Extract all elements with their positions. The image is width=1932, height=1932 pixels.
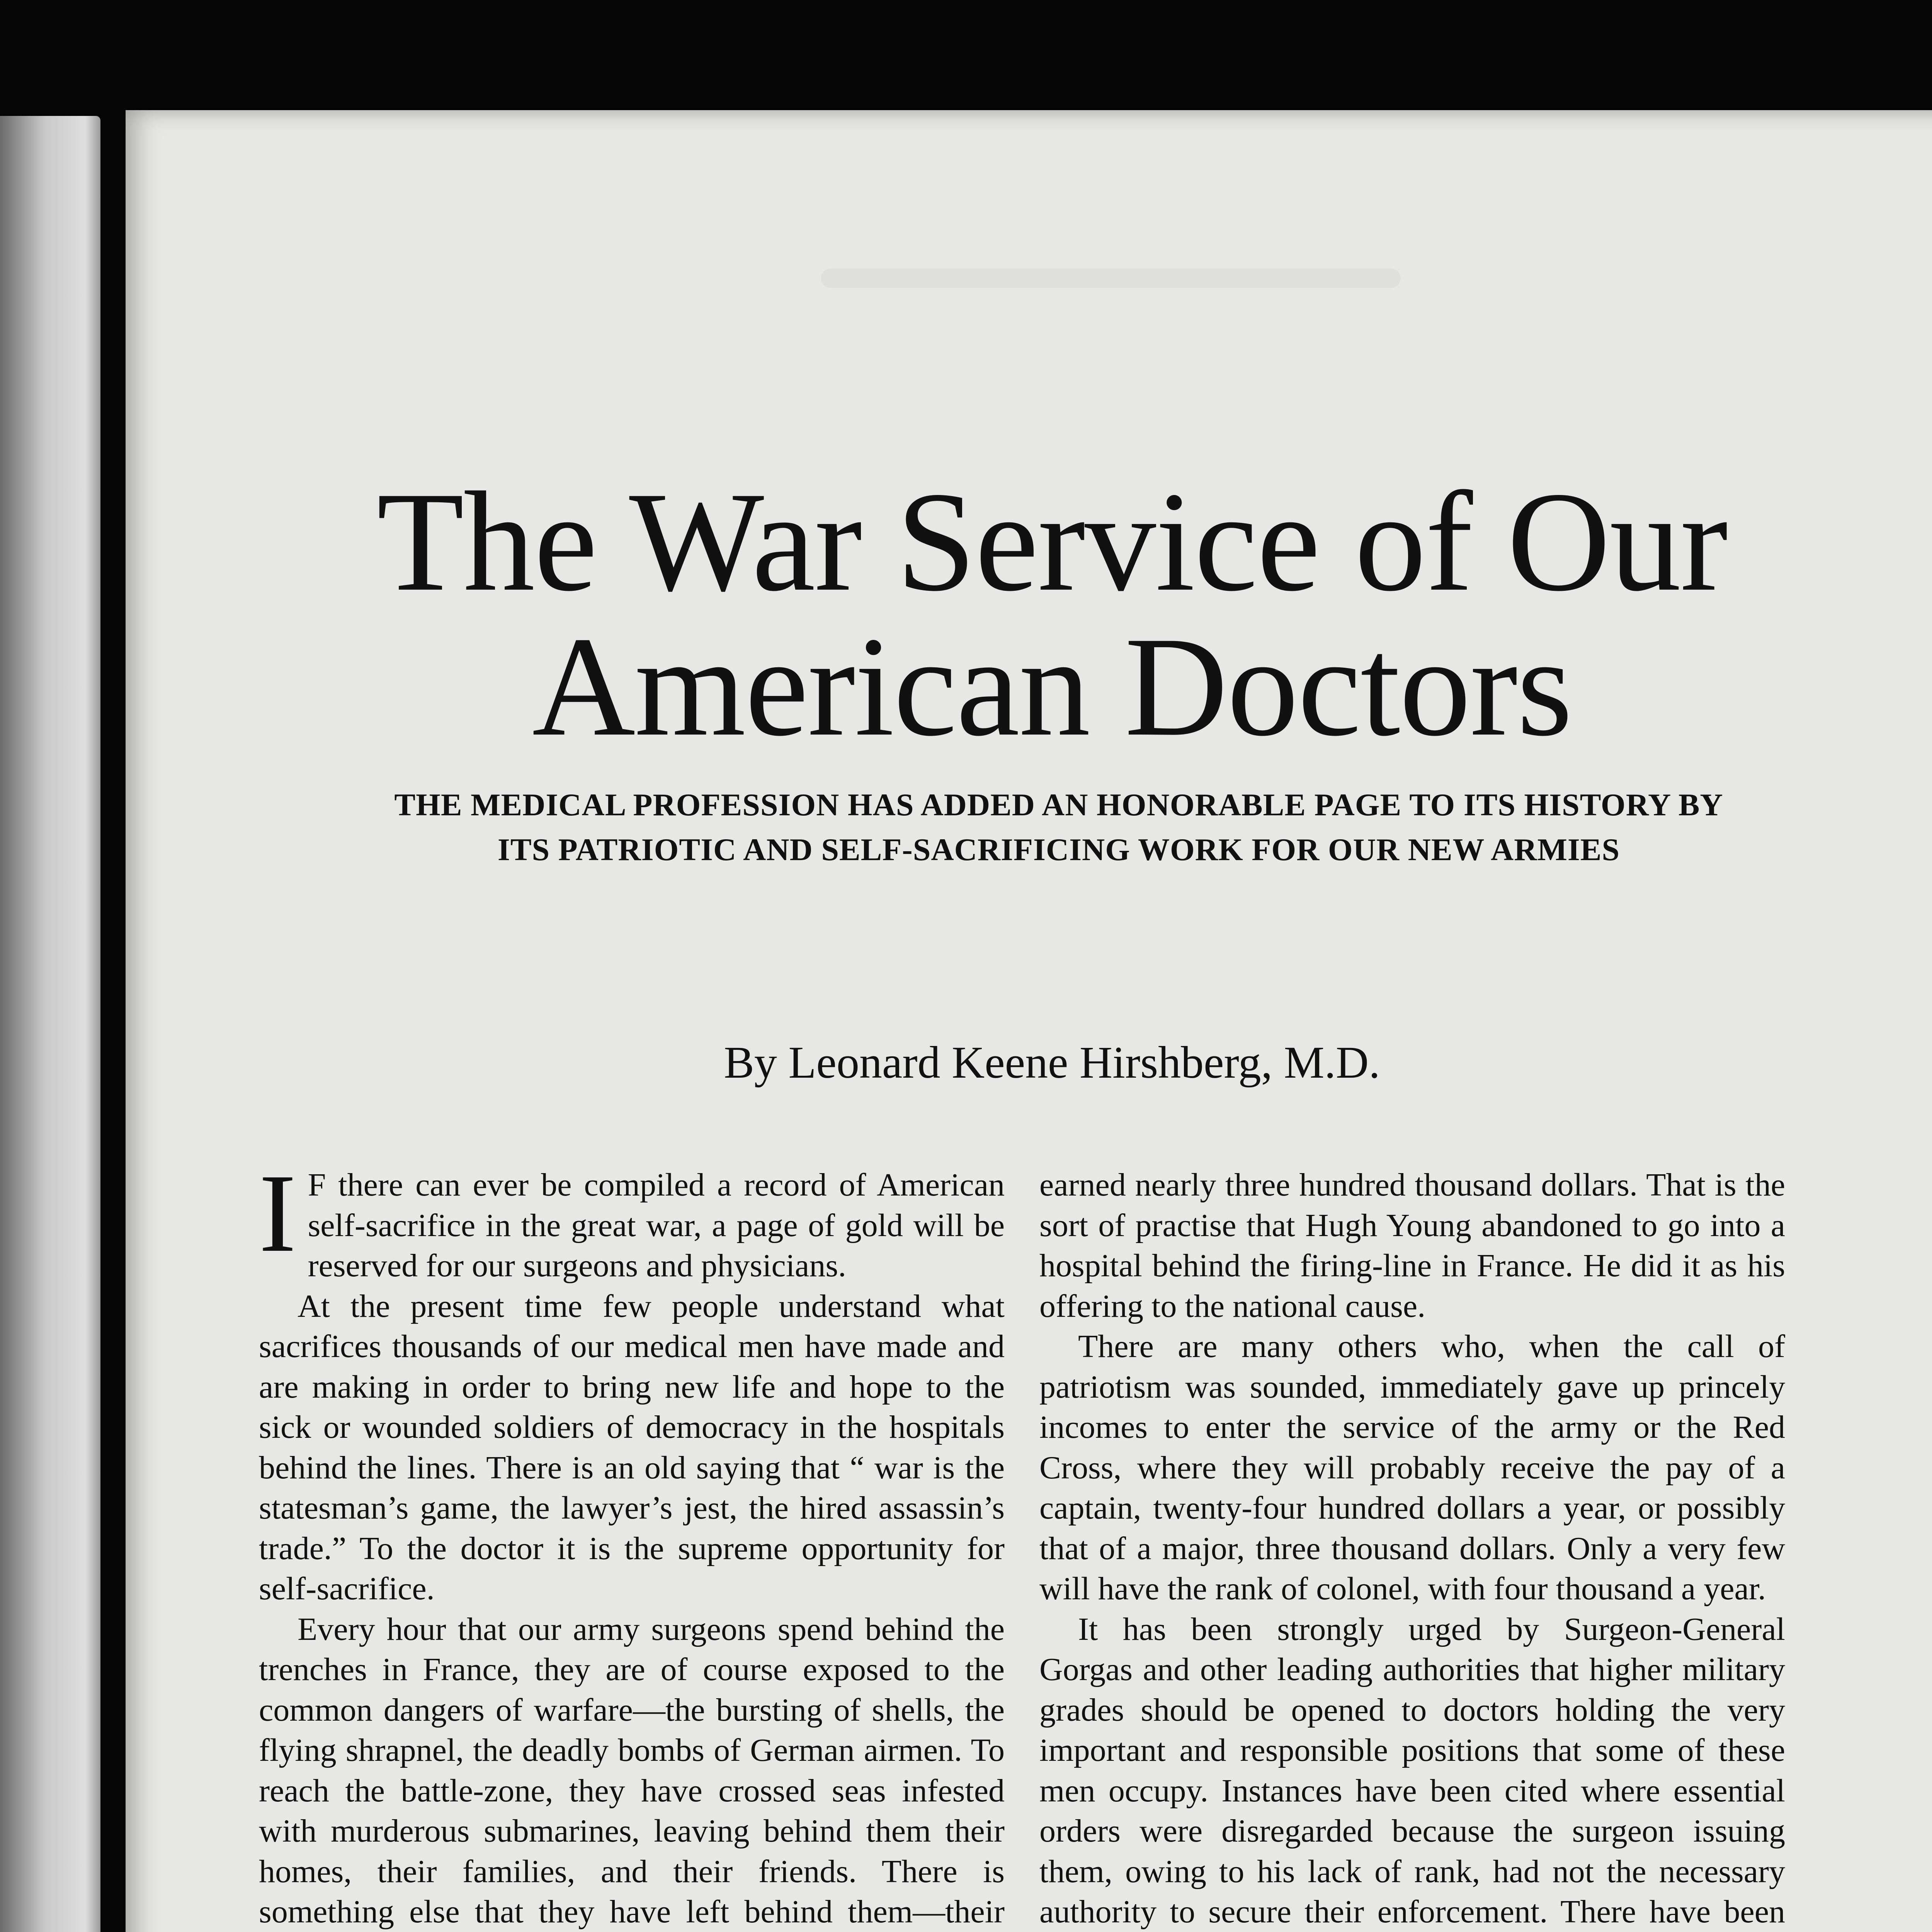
- text-column-right: [1039, 1165, 1785, 1932]
- subtitle-line-1: THE MEDICAL PROFESSION HAS ADDED AN HONORABLE PAGE TO ITS HISTORY BY: [394, 787, 1723, 822]
- text-column-left: [259, 1151, 1005, 1932]
- article-subtitle: [242, 782, 1876, 872]
- paragraph: There are many others who, when the call of patriotism was sounded, immediately gave up princely incomes to enter the service of the army or the Red Cross, where they will probably receive the pay of a captain, twenty-four hundred dollars a year, or possibly that of a major, three thousand dollars. Only a very few will have the rank of colonel, with four thousand a year.: [1039, 1328, 1785, 1607]
- paragraph: [259, 1151, 1005, 1286]
- subtitle-line-2: ITS PATRIOTIC AND SELF-SACRIFICING WORK FOR OUR NEW ARMIES: [497, 832, 1620, 867]
- author-byline: By Leonard Keene Hirshberg, M.D.: [724, 1037, 1380, 1088]
- bleed-through-header: [821, 269, 1401, 288]
- paragraph: Every hour that our army surgeons spend behind the trenches in France, they are of course exposed to the common dangers of warfare—the bursting of shells, the flying shrapnel, the deadly bombs of German airmen. To reach the battle-zone, they have crossed seas infested with murderous submarines, leaving behind them their homes, their families, and their friends. There is something else that they have left behind them—their: [259, 1611, 1005, 1930]
- drop-cap: I: [259, 1151, 296, 1275]
- adjacent-page-edge: [0, 116, 100, 1932]
- paragraph: earned nearly three hundred thousand dollars. That is the sort of practise that Hugh Young abandoned to go into a hospital behind the firing-line in France. He did it as his offering to the national cause.: [1039, 1167, 1785, 1324]
- article-title: [126, 463, 1932, 766]
- magazine-page: [126, 110, 1932, 1932]
- title-line-1: The War Service of Our: [377, 463, 1727, 621]
- title-line-2: American Doctors: [532, 607, 1572, 766]
- paragraph: At the present time few people understand what sacrifices thousands of our medical men have made and are making in order to bring new life and hope to the sick or wounded soldiers of democracy in the hospitals behind the lines. There is an old saying that “ war is the statesman’s game, the lawyer’s jest, the hired assassin’s trade.” To the doctor it is the supreme opportunity for self-sacrifice.: [259, 1288, 1005, 1607]
- paragraph: It has been strongly urged by Surgeon-General Gorgas and other leading authorities that higher military grades should be opened to doctors holding the very important and responsible positions that some of these men occupy. Instances have been cited where essential orders were disregarded because the surgeon issuing them, owing to his lack of rank, had not the necessary authority to secure their enforcement. There have been: [1039, 1611, 1785, 1930]
- paragraph-text: F there can ever be compiled a record of American self-sacrifice in the great war, a page of gold will be reserved for our surgeons and physicians.: [308, 1167, 1005, 1284]
